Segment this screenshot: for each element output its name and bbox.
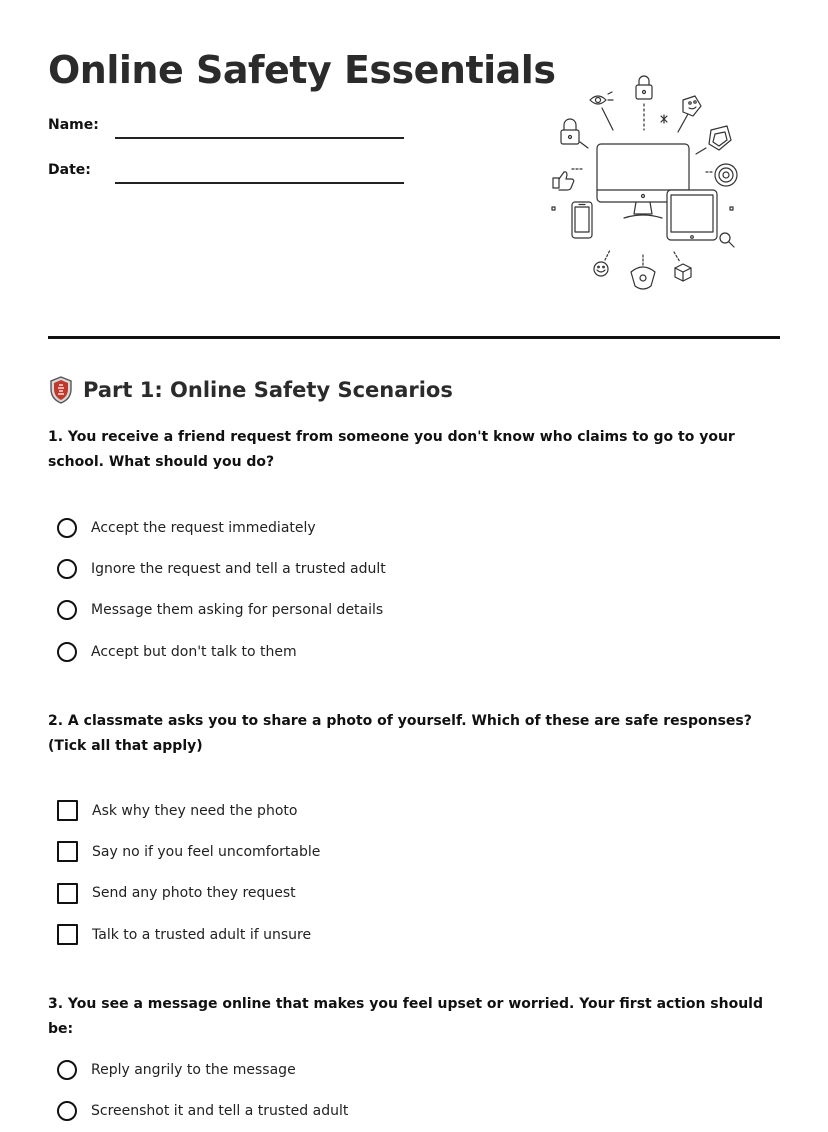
checkbox[interactable]	[57, 841, 78, 862]
answer-options	[57, 790, 757, 955]
radio-button[interactable]	[57, 1060, 77, 1080]
option-label: Say no if you feel uncomfortable	[92, 843, 321, 860]
shield-icon	[48, 375, 74, 405]
question-text: 1. You receive a friend request from someone you don't know who claims to go to your school. What should you do?	[48, 429, 735, 470]
answer-option[interactable]	[57, 1090, 757, 1131]
question-text: 3. You see a message online that makes you feel upset or worried. Your first action should be:	[48, 996, 763, 1037]
option-label: Accept but don't talk to them	[91, 643, 297, 660]
package-icon	[674, 252, 691, 281]
option-label: Message them asking for personal details	[91, 602, 384, 619]
date-input-line[interactable]	[115, 182, 404, 184]
checkbox[interactable]	[57, 924, 78, 945]
mask-icon	[678, 96, 701, 132]
radio-button[interactable]	[57, 642, 77, 662]
shield-eye-icon	[631, 255, 655, 289]
bug-icon	[590, 92, 613, 130]
date-field	[48, 162, 408, 186]
dot-icon	[552, 207, 555, 210]
answer-option[interactable]	[57, 507, 757, 548]
tablet-icon	[667, 190, 717, 240]
option-label: Accept the request immediately	[91, 519, 316, 536]
padlock-icon	[636, 76, 652, 130]
question-1	[48, 425, 780, 660]
option-label: Send any photo they request	[92, 885, 296, 902]
answer-option[interactable]	[57, 590, 757, 631]
option-label: Screenshot it and tell a trusted adult	[91, 1102, 349, 1119]
answer-options	[57, 1049, 757, 1132]
answer-option[interactable]	[57, 831, 757, 872]
radio-button[interactable]	[57, 518, 77, 538]
answer-option[interactable]	[57, 1049, 757, 1090]
padlock-left-icon	[561, 119, 588, 148]
question-2	[48, 709, 780, 943]
date-label: Date:	[48, 162, 91, 178]
answer-option[interactable]	[57, 548, 757, 589]
question-3	[48, 992, 780, 1119]
name-input-line[interactable]	[115, 137, 404, 139]
thumbs-up-icon	[553, 169, 584, 190]
option-label: Ignore the request and tell a trusted adult	[91, 560, 386, 577]
checkbox[interactable]	[57, 800, 78, 821]
radio-button[interactable]	[57, 600, 77, 620]
answer-option[interactable]	[57, 914, 757, 955]
option-label: Reply angrily to the message	[91, 1061, 296, 1078]
checkbox[interactable]	[57, 883, 78, 904]
smiley-icon	[594, 250, 610, 276]
name-label: Name:	[48, 117, 99, 133]
radio-button[interactable]	[57, 559, 77, 579]
sparkle-icon	[661, 115, 667, 123]
section-heading	[48, 374, 453, 406]
answer-option[interactable]	[57, 790, 757, 831]
page-title: Online Safety Essentials	[48, 48, 556, 92]
answer-option[interactable]	[57, 873, 757, 914]
devices-and-online-safety-icons	[550, 72, 746, 298]
option-label: Ask why they need the photo	[92, 802, 298, 819]
fingerprint-icon	[706, 164, 737, 186]
phone-icon	[572, 202, 592, 238]
question-text: 2. A classmate asks you to share a photo of yourself. Which of these are safe responses? (Tick all that apply)	[48, 713, 752, 754]
section-title: Part 1: Online Safety Scenarios	[83, 378, 453, 402]
section-divider	[48, 336, 780, 339]
answer-options	[57, 507, 757, 672]
dot-icon	[730, 207, 733, 210]
name-field	[48, 117, 408, 141]
answer-option[interactable]	[57, 631, 757, 672]
shield-outline-icon	[696, 126, 731, 154]
option-label: Talk to a trusted adult if unsure	[92, 926, 312, 943]
magnifier-icon	[720, 233, 734, 247]
